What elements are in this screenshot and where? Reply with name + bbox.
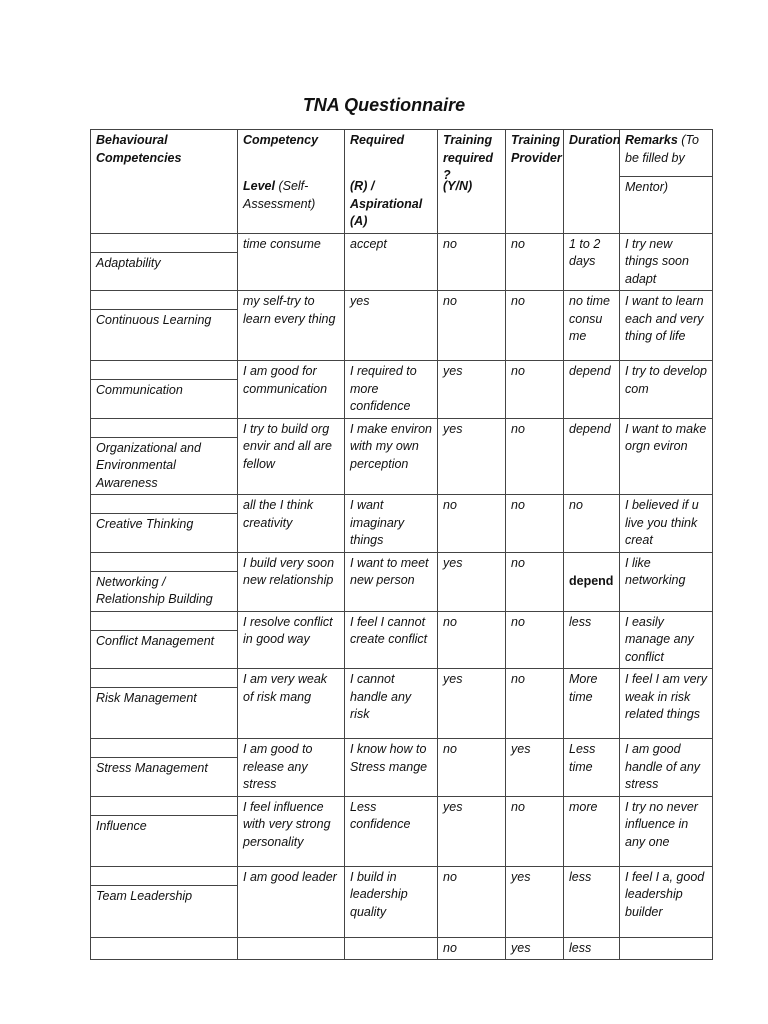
competency-name-cell — [91, 611, 238, 669]
remarks-cell: I like networking — [620, 552, 713, 611]
competency-name: Creative Thinking — [96, 517, 194, 531]
training-cell: yes — [438, 361, 506, 419]
duration-value: depend — [569, 573, 614, 588]
competency-name-cell — [91, 495, 238, 553]
duration-cell: more — [564, 796, 620, 866]
provider-cell: no — [506, 495, 564, 553]
required-cell: I build in leadership quality — [345, 866, 438, 937]
duration-cell: depend — [564, 361, 620, 419]
required-cell: I want imaginary things — [345, 495, 438, 553]
header-required: Required — [345, 130, 438, 177]
required-cell: I make environ with my own perception — [345, 418, 438, 495]
header-yn: (Y/N) — [438, 176, 506, 233]
training-cell: yes — [438, 796, 506, 866]
table-row — [91, 796, 713, 866]
header-level-note: (Self-Assessment) — [243, 179, 316, 211]
remarks-cell: I try no never influence in any one — [620, 796, 713, 866]
duration-cell — [564, 552, 620, 611]
provider-cell: no — [506, 552, 564, 611]
level-cell: I build very soon new relationship — [238, 552, 345, 611]
remarks-cell: I believed if u live you think creat — [620, 495, 713, 553]
training-cell: no — [438, 739, 506, 797]
remarks-cell: I feel I am very weak in risk related things — [620, 669, 713, 739]
competency-name-cell — [91, 669, 238, 739]
competency-name: Adaptability — [96, 255, 161, 270]
header-remarks — [620, 130, 713, 177]
level-cell: my self-try to learn every thing — [238, 291, 345, 361]
header-duration: Duration — [564, 130, 620, 234]
header-remarks-label: Remarks — [625, 133, 678, 147]
competency-name: Organizational and Environmental Awareness — [96, 440, 201, 490]
table-row — [91, 611, 713, 669]
tna-table — [90, 129, 713, 960]
level-cell: all the I think creativity — [238, 495, 345, 553]
level-cell: I am good to release any stress — [238, 739, 345, 797]
competency-name-cell — [91, 796, 238, 866]
competency-name: Risk Management — [96, 691, 197, 705]
header-mentor: Mentor) — [620, 176, 713, 233]
provider-cell: yes — [506, 866, 564, 937]
training-cell: yes — [438, 552, 506, 611]
table-row — [91, 552, 713, 611]
page-title: TNA Questionnaire — [302, 95, 466, 115]
training-cell: no — [438, 611, 506, 669]
competency-name: Team Leadership — [96, 888, 193, 903]
required-cell: Less confidence — [345, 796, 438, 866]
training-cell: yes — [438, 418, 506, 495]
remarks-cell: I am good handle of any stress — [620, 739, 713, 797]
duration-cell: depend — [564, 418, 620, 495]
header-row — [91, 130, 713, 177]
required-cell — [345, 937, 438, 960]
header-competency: Competency — [238, 130, 345, 177]
duration-cell: less — [564, 937, 620, 960]
provider-cell: no — [506, 611, 564, 669]
remarks-cell: I try new things soon adapt — [620, 233, 713, 291]
competency-name: Networking / Relationship Building — [96, 574, 213, 606]
table-row — [91, 739, 713, 797]
required-cell: I cannot handle any risk — [345, 669, 438, 739]
required-cell: I required to more confidence — [345, 361, 438, 419]
table-row — [91, 669, 713, 739]
training-cell: no — [438, 233, 506, 291]
provider-cell: yes — [506, 937, 564, 960]
header-training-provider: Training Provider — [506, 130, 564, 234]
level-cell: I am very weak of risk mang — [238, 669, 345, 739]
provider-cell: no — [506, 291, 564, 361]
required-cell: accept — [345, 233, 438, 291]
table-row — [91, 937, 713, 960]
table-row — [91, 361, 713, 419]
provider-cell: no — [506, 418, 564, 495]
level-cell: I am good for communication — [238, 361, 345, 419]
duration-cell: less — [564, 866, 620, 937]
competency-name: Continuous Learning — [96, 313, 212, 327]
required-cell: I feel I cannot create conflict — [345, 611, 438, 669]
duration-cell: Less time — [564, 739, 620, 797]
provider-cell: no — [506, 796, 564, 866]
duration-cell: no — [564, 495, 620, 553]
level-cell: time consume — [238, 233, 345, 291]
competency-name-cell — [91, 866, 238, 937]
level-cell: I try to build org envir and all are fellow — [238, 418, 345, 495]
competency-name: Communication — [96, 383, 183, 397]
remarks-cell: I want to learn each and very thing of life — [620, 291, 713, 361]
level-cell: I am good leader — [238, 866, 345, 937]
level-cell — [238, 937, 345, 960]
table-row — [91, 866, 713, 937]
competency-name-cell — [91, 739, 238, 797]
training-cell: no — [438, 495, 506, 553]
required-cell: yes — [345, 291, 438, 361]
remarks-cell: I feel I a, good leadership builder — [620, 866, 713, 937]
competency-name-cell — [91, 937, 238, 960]
remarks-cell: I want to make orgn eviron — [620, 418, 713, 495]
remarks-cell — [620, 937, 713, 960]
level-cell: I resolve conflict in good way — [238, 611, 345, 669]
header-aspirational: (R) / Aspirational (A) — [345, 176, 438, 233]
competency-name-cell — [91, 291, 238, 361]
header-training-required: Training required ? — [438, 130, 506, 177]
competency-name-cell — [91, 552, 238, 611]
duration-cell: 1 to 2 days — [564, 233, 620, 291]
provider-cell: no — [506, 669, 564, 739]
duration-cell: less — [564, 611, 620, 669]
training-cell: no — [438, 866, 506, 937]
competency-name-cell — [91, 418, 238, 495]
table-row — [91, 495, 713, 553]
table-row — [91, 291, 713, 361]
header-level-label: Level — [243, 179, 275, 193]
provider-cell: no — [506, 233, 564, 291]
header-level — [238, 176, 345, 233]
remarks-cell: I easily manage any conflict — [620, 611, 713, 669]
competency-name-cell — [91, 361, 238, 419]
required-cell: I want to meet new person — [345, 552, 438, 611]
required-cell: I know how to Stress mange — [345, 739, 438, 797]
table-row — [91, 418, 713, 495]
training-cell: no — [438, 291, 506, 361]
competency-name-cell — [91, 233, 238, 291]
duration-cell: no time consu me — [564, 291, 620, 361]
header-remarks-note: (To be filled by — [625, 133, 699, 165]
competency-name: Conflict Management — [96, 633, 215, 648]
header-behavioural-competencies: Behavioural Competencies — [91, 130, 238, 234]
provider-cell: yes — [506, 739, 564, 797]
level-cell: I feel influence with very strong personality — [238, 796, 345, 866]
table-row — [91, 233, 713, 291]
remarks-cell: I try to develop com — [620, 361, 713, 419]
duration-cell: More time — [564, 669, 620, 739]
provider-cell: no — [506, 361, 564, 419]
competency-name: Stress Management — [96, 761, 208, 775]
training-cell: no — [438, 937, 506, 960]
training-cell: yes — [438, 669, 506, 739]
competency-name: Influence — [96, 818, 147, 833]
